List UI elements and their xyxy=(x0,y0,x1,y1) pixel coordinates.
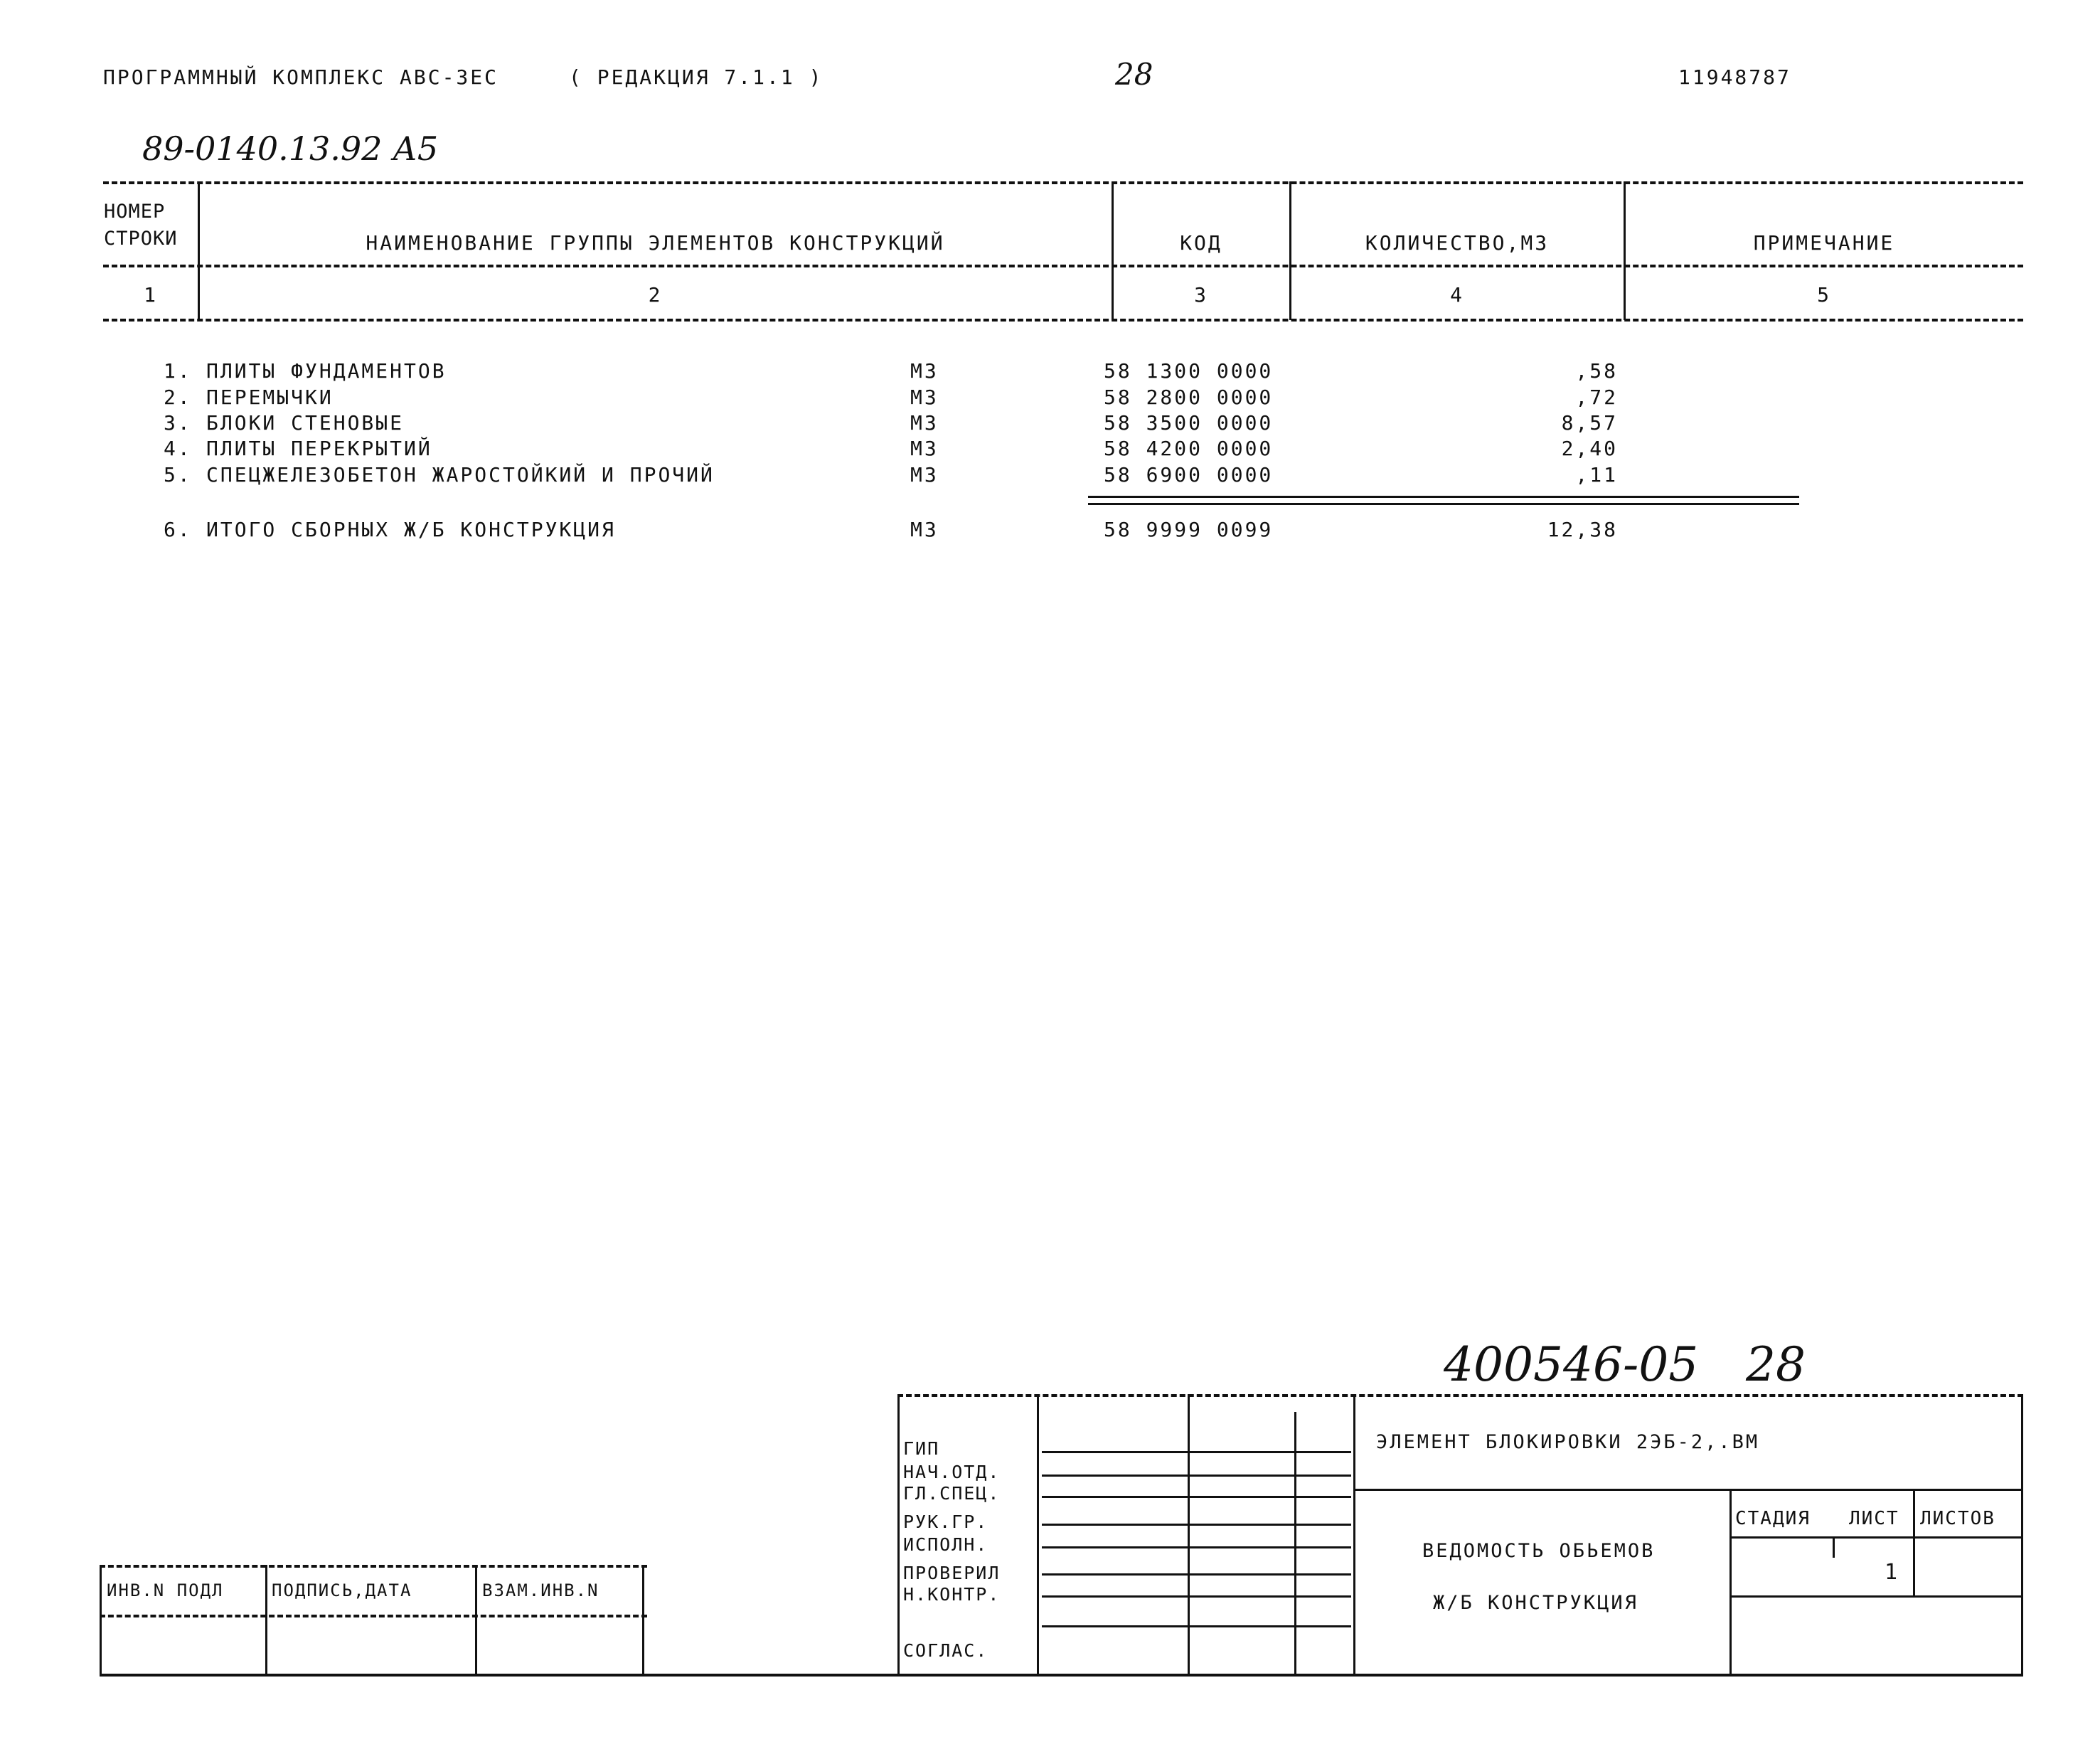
row-number: 4. xyxy=(164,437,192,460)
role-checker: ПРОВЕРИЛ xyxy=(903,1563,1001,1583)
row-code: 58 6900 0000 xyxy=(1104,463,1274,487)
left-stamp-mid xyxy=(100,1615,647,1617)
stamp-top-rule xyxy=(897,1394,2023,1397)
left-stamp-divider xyxy=(100,1565,102,1675)
header-quantity: КОЛИЧЕСТВО,М3 xyxy=(1365,231,1550,255)
signature-date-label: ПОДПИСЬ,ДАТА xyxy=(272,1580,412,1600)
stamp-sheet-ref: 28 xyxy=(1746,1337,1806,1392)
role-norm-control: Н.КОНТР. xyxy=(903,1584,1001,1605)
column-number: 5 xyxy=(1817,283,1831,307)
sheet-value: 1 xyxy=(1885,1560,1900,1585)
row-code: 58 1300 0000 xyxy=(1104,359,1274,383)
row-unit: М3 xyxy=(910,359,939,383)
signature-line xyxy=(1042,1475,1351,1477)
inv-no-label: ИНВ.N ПОДЛ xyxy=(107,1580,224,1600)
stamp-number: 400546-05 xyxy=(1444,1337,1699,1392)
column-number: 3 xyxy=(1194,283,1208,307)
column-number: 1 xyxy=(144,283,158,307)
total-unit: М3 xyxy=(910,518,939,541)
signature-line xyxy=(1042,1595,1351,1598)
edition-label: ( РЕДАКЦИЯ 7.1.1 ) xyxy=(569,65,824,89)
row-name: ПЕРЕМЫЧКИ xyxy=(206,386,334,409)
total-number: 6. xyxy=(164,518,192,541)
total-quantity: 12,38 xyxy=(1547,518,1618,541)
column-number: 2 xyxy=(648,283,663,307)
document-title-line1: ВЕДОМОСТЬ ОБЬЕМОВ xyxy=(1422,1540,1656,1562)
document-id: 11948787 xyxy=(1678,65,1791,89)
bottom-rule xyxy=(100,1674,2023,1677)
column-number: 4 xyxy=(1450,283,1464,307)
replaced-inv-label: ВЗАМ.ИНВ.N xyxy=(482,1580,599,1600)
role-agreed: СОГЛАС. xyxy=(903,1640,988,1661)
role-chief-spec: ГЛ.СПЕЦ. xyxy=(903,1483,1001,1504)
left-stamp-divider xyxy=(475,1565,477,1675)
stamp-border xyxy=(1353,1394,1355,1675)
row-code: 58 2800 0000 xyxy=(1104,386,1274,409)
stage-rule xyxy=(1729,1536,2021,1539)
row-code: 58 3500 0000 xyxy=(1104,411,1274,435)
stamp-border xyxy=(2021,1394,2023,1675)
role-executor: ИСПОЛН. xyxy=(903,1534,988,1555)
row-number: 5. xyxy=(164,463,192,487)
stamp-stage-divider xyxy=(1833,1536,1835,1558)
header-group-name: НАИМЕНОВАНИЕ ГРУППЫ ЭЛЕМЕНТОВ КОНСТРУКЦИЙ xyxy=(366,231,945,255)
header-code: КОД xyxy=(1180,231,1222,255)
row-quantity: ,72 xyxy=(1575,386,1618,409)
stamp-title-rule xyxy=(1353,1489,2023,1491)
header-row-number-line1: НОМЕР xyxy=(104,201,166,223)
left-stamp-top xyxy=(100,1565,647,1568)
signature-line xyxy=(1042,1546,1351,1548)
row-name: СПЕЦЖЕЛЕЗОБЕТОН ЖАРОСТОЙКИЙ И ПРОЧИЙ xyxy=(206,463,715,487)
row-name: ПЛИТЫ ФУНДАМЕНТОВ xyxy=(206,359,447,383)
page-number: 28 xyxy=(1115,57,1153,92)
row-number: 1. xyxy=(164,359,192,383)
row-unit: М3 xyxy=(910,463,939,487)
total-rule xyxy=(1088,503,1799,505)
row-unit: М3 xyxy=(910,437,939,460)
row-unit: М3 xyxy=(910,386,939,409)
row-number: 2. xyxy=(164,386,192,409)
signature-line xyxy=(1042,1524,1351,1526)
sheet-label: ЛИСТ xyxy=(1849,1508,1899,1529)
row-unit: М3 xyxy=(910,411,939,435)
document-title-line2: Ж/Б КОНСТРУКЦИЯ xyxy=(1433,1592,1638,1614)
signature-line xyxy=(1042,1496,1351,1498)
total-name: ИТОГО СБОРНЫХ Ж/Б КОНСТРУКЦИЯ xyxy=(206,518,616,541)
table-header-rule xyxy=(103,265,2023,267)
header-note: ПРИМЕЧАНИЕ xyxy=(1753,231,1895,255)
row-name: БЛОКИ СТЕНОВЫЕ xyxy=(206,411,405,435)
stage-label: СТАДИЯ xyxy=(1735,1508,1811,1529)
row-number: 3. xyxy=(164,411,192,435)
row-quantity: 2,40 xyxy=(1561,437,1618,460)
left-stamp-divider xyxy=(265,1565,267,1675)
left-stamp-divider xyxy=(642,1565,644,1675)
stamp-stage-divider xyxy=(1913,1489,1915,1595)
role-group-lead: РУК.ГР. xyxy=(903,1511,988,1532)
stamp-border xyxy=(1188,1394,1190,1675)
row-quantity: 8,57 xyxy=(1561,411,1618,435)
row-name: ПЛИТЫ ПЕРЕКРЫТИЙ xyxy=(206,437,432,460)
object-title: ЭЛЕМЕНТ БЛОКИРОВКИ 2ЭБ-2,.ВМ xyxy=(1376,1431,1760,1453)
signature-line xyxy=(1042,1625,1351,1627)
sheets-label: ЛИСТОВ xyxy=(1920,1508,1995,1529)
project-code: 89-0140.13.92 А5 xyxy=(142,129,439,168)
row-quantity: ,58 xyxy=(1575,359,1618,383)
stamp-border xyxy=(897,1394,900,1675)
total-rule xyxy=(1088,496,1799,498)
header-row-number-line2: СТРОКИ xyxy=(104,228,178,250)
program-name: ПРОГРАММНЫЙ КОМПЛЕКС АВС-3ЕС xyxy=(103,65,499,89)
stamp-border xyxy=(1037,1394,1039,1675)
role-head-dept: НАЧ.ОТД. xyxy=(903,1462,1001,1482)
row-code: 58 4200 0000 xyxy=(1104,437,1274,460)
row-quantity: ,11 xyxy=(1575,463,1618,487)
stamp-stage-divider xyxy=(1729,1489,1732,1675)
role-gip: ГИП xyxy=(903,1438,940,1459)
stage-bottom-rule xyxy=(1729,1595,2021,1598)
table-top-rule xyxy=(103,181,2023,184)
table-colnum-rule xyxy=(103,319,2023,322)
signature-line xyxy=(1042,1451,1351,1453)
total-code: 58 9999 0099 xyxy=(1104,518,1274,541)
signature-line xyxy=(1042,1573,1351,1576)
